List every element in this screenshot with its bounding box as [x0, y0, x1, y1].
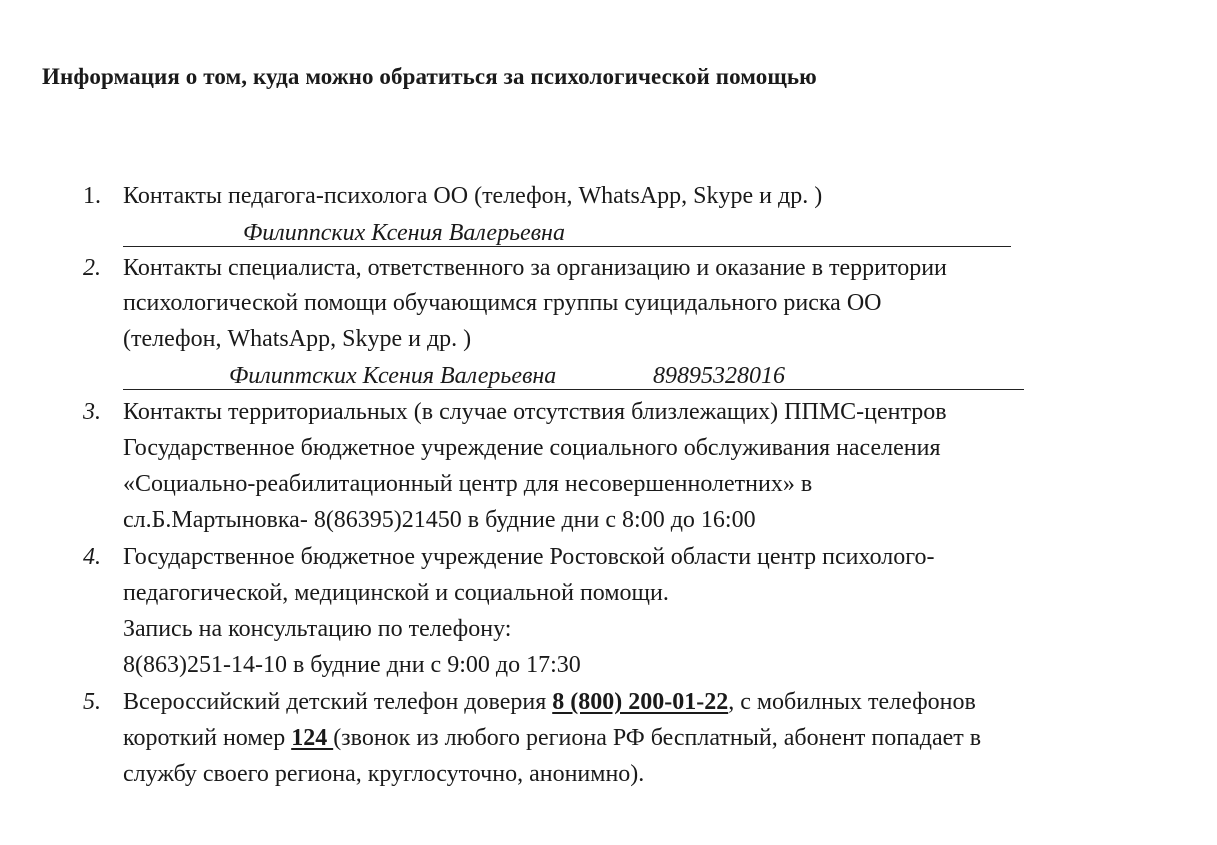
item-4-line-2: педагогической, медицинской и социальной помощи.	[123, 580, 669, 606]
item-1-number: 1.	[83, 183, 101, 209]
item-4-number: 4.	[83, 544, 101, 570]
item-3-line-4: сл.Б.Мартыновка- 8(86395)21450 в будние дни с 8:00 до 16:00	[123, 507, 756, 533]
item-4-line-3: Запись на консультацию по телефону:	[123, 616, 512, 642]
short-number: 124	[291, 725, 334, 751]
item-3-line-1: Контакты территориальных (в случае отсутствия близлежащих) ППМС-центров	[123, 399, 947, 425]
item-2-fill-line	[123, 362, 1026, 392]
item-2-line-2: психологической помощи обучающимся группы суицидального риска ОО	[123, 290, 882, 316]
item-5-line-2	[123, 725, 981, 752]
item-2-specialist-name: Филиптских Ксения Валерьевна	[229, 363, 557, 389]
item-5-text: , с мобилных телефонов	[728, 689, 976, 715]
item-5-number: 5.	[83, 689, 101, 715]
item-3-number: 3.	[83, 399, 101, 425]
page-title: Информация о том, куда можно обратиться за психологической помощью	[42, 64, 817, 89]
item-3-line-3: «Социально-реабилитационный центр для несовершеннолетних» в	[123, 471, 813, 497]
item-1-line-1: Контакты педагога-психолога ОО (телефон, WhatsApp, Skype и др. )	[123, 183, 823, 209]
item-5-text: короткий номер	[123, 725, 292, 751]
item-1-fill-line	[123, 219, 1013, 249]
item-2-line-3: (телефон, WhatsApp, Skype и др. )	[123, 326, 472, 352]
item-4-line-4: 8(863)251-14-10 в будние дни с 9:00 до 17:30	[123, 652, 581, 678]
hotline-phone: 8 (800) 200-01-22	[552, 689, 729, 715]
item-3-line-2: Государственное бюджетное учреждение социального обслуживания населения	[123, 435, 941, 461]
item-2-number: 2.	[83, 255, 101, 281]
item-2-specialist-phone: 89895328016	[653, 363, 785, 389]
item-5-text: Всероссийский детский телефон доверия	[123, 689, 553, 715]
item-1-psychologist-name: Филиппских Ксения Валерьевна	[243, 220, 565, 246]
item-5-text: (звонок из любого региона РФ бесплатный, абонент попадает в	[333, 725, 982, 751]
item-5-line-1	[123, 689, 976, 716]
item-5-line-3: службу своего региона, круглосуточно, анонимно).	[123, 761, 645, 787]
item-4-line-1: Государственное бюджетное учреждение Ростовской области центр психолого-	[123, 544, 935, 570]
item-2-line-1: Контакты специалиста, ответственного за организацию и оказание в территории	[123, 255, 947, 281]
